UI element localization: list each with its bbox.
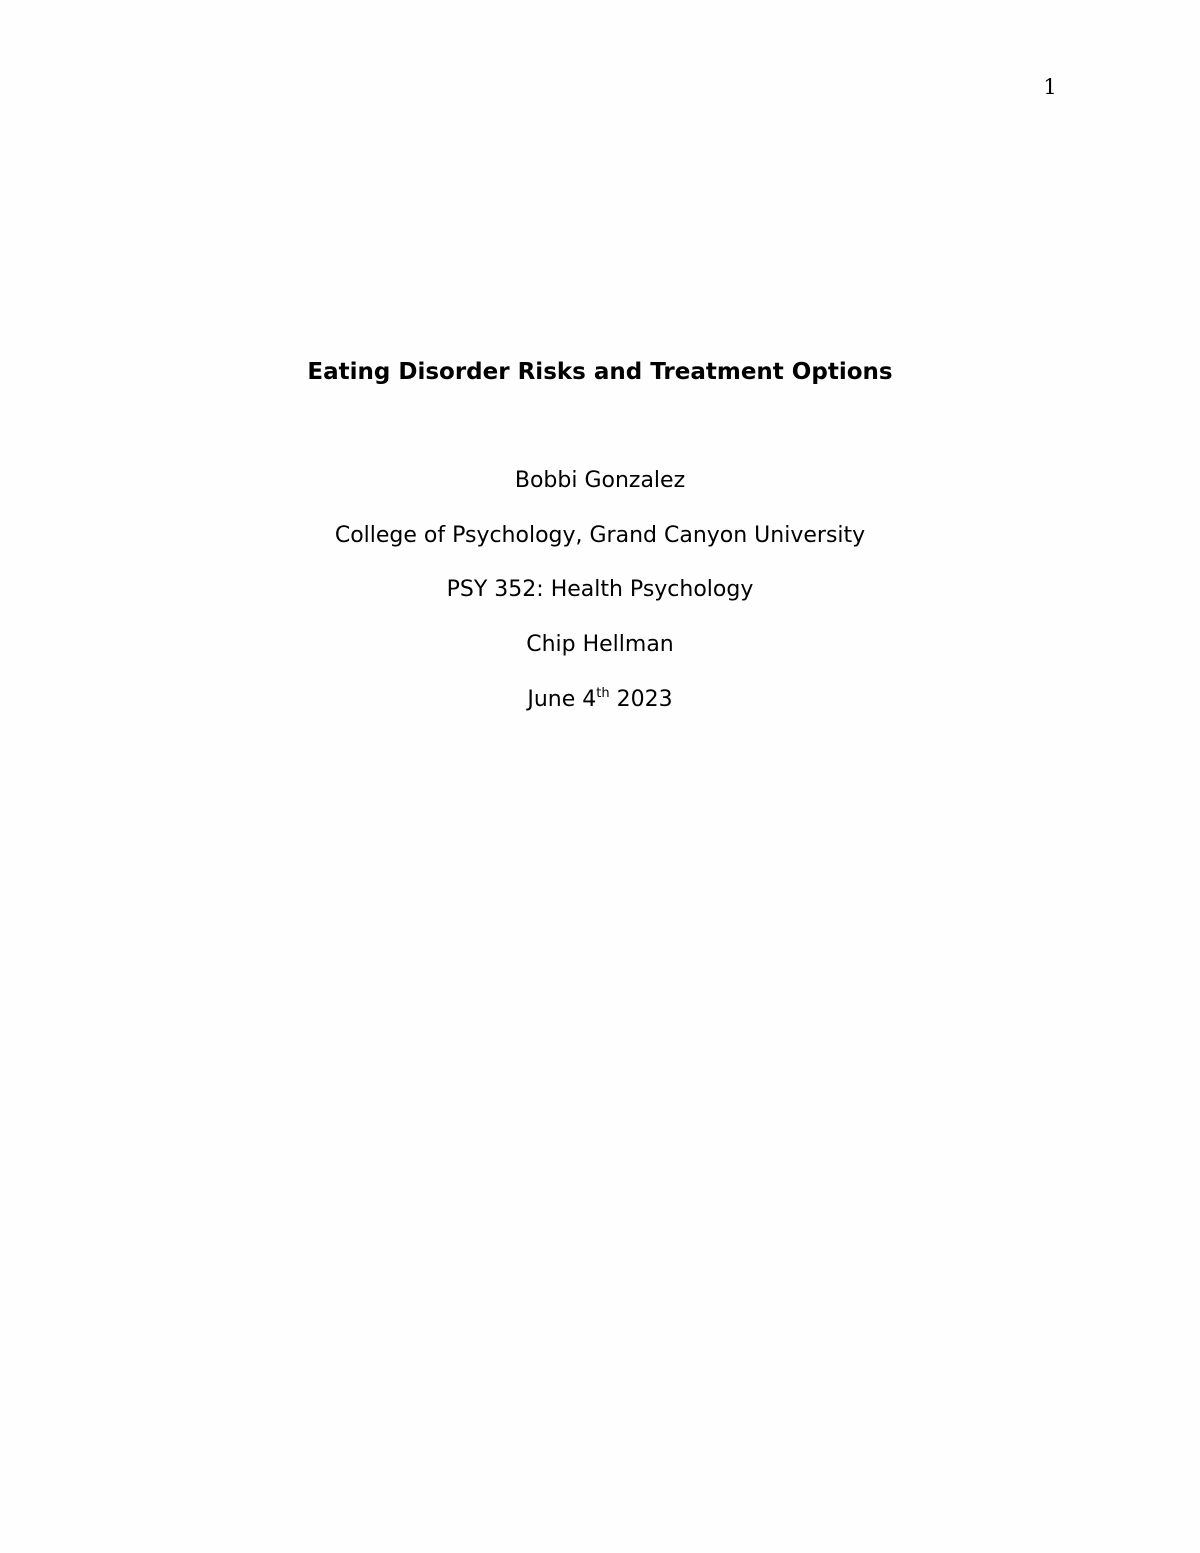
course-name: PSY 352: Health Psychology — [446, 577, 754, 602]
submission-date — [0, 685, 1200, 718]
date-ordinal-suffix: th — [596, 686, 610, 701]
instructor-name: Chip Hellman — [526, 632, 674, 657]
date-prefix: June 4 — [527, 687, 597, 712]
page-number: 1 — [1043, 75, 1057, 99]
date-year: 2023 — [609, 687, 673, 712]
author-affiliation: College of Psychology, Grand Canyon University — [334, 523, 866, 548]
author-name: Bobbi Gonzalez — [514, 468, 686, 493]
paper-title: Eating Disorder Risks and Treatment Options — [307, 359, 893, 385]
